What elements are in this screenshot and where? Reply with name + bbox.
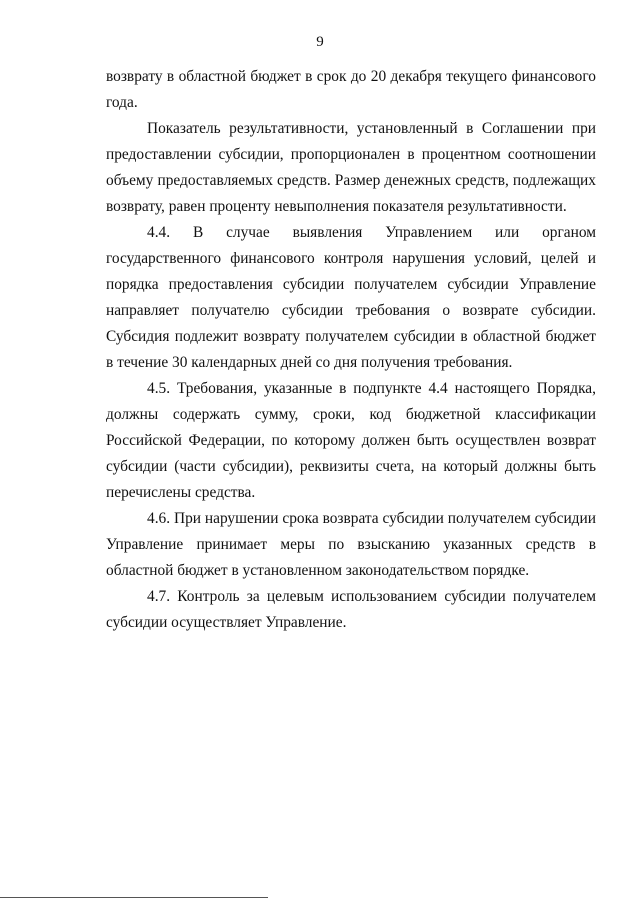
page-number: 9 — [316, 34, 324, 50]
paragraph-4-7: 4.7. Контроль за целевым использованием субсидии получателем субсидии осуществляет Управление. — [106, 588, 596, 631]
footer-divider — [0, 897, 268, 898]
paragraph-performance-indicator: Показатель результативности, установленный в Соглашении при предоставлении субсидии, пропорционален в процентном соотношении объему предоставляемых средств. Размер денежных средств, подлежащих возврату, равен проценту невыполнения показателя результативности. — [106, 120, 596, 215]
paragraph-4-5: 4.5. Требования, указанные в подпункте 4.4 настоящего Порядка, должны содержать сумму, сроки, код бюджетной классификации Российской Федерации, по которому должен быть осуществлен возврат субсидии (части субсидии), реквизиты счета, на который должны быть перечислены средства. — [106, 380, 596, 501]
document-body — [106, 64, 596, 636]
paragraph-continuation: возврату в областной бюджет в срок до 20 декабря текущего финансового года. — [106, 68, 596, 111]
paragraph-4-4: 4.4. В случае выявления Управлением или органом государственного финансового контроля нарушения условий, целей и порядка предоставления субсидии получателем субсидии Управление направляет получателю субсидии требования о возврате субсидии. Субсидия подлежит возврату получателем субсидии в областной бюджет в течение 30 календарных дней со дня получения требования. — [106, 224, 596, 371]
paragraph-4-6: 4.6. При нарушении срока возврата субсидии получателем субсидии Управление принимает меры по взысканию указанных средств в областной бюджет в установленном законодательством порядке. — [106, 510, 596, 579]
